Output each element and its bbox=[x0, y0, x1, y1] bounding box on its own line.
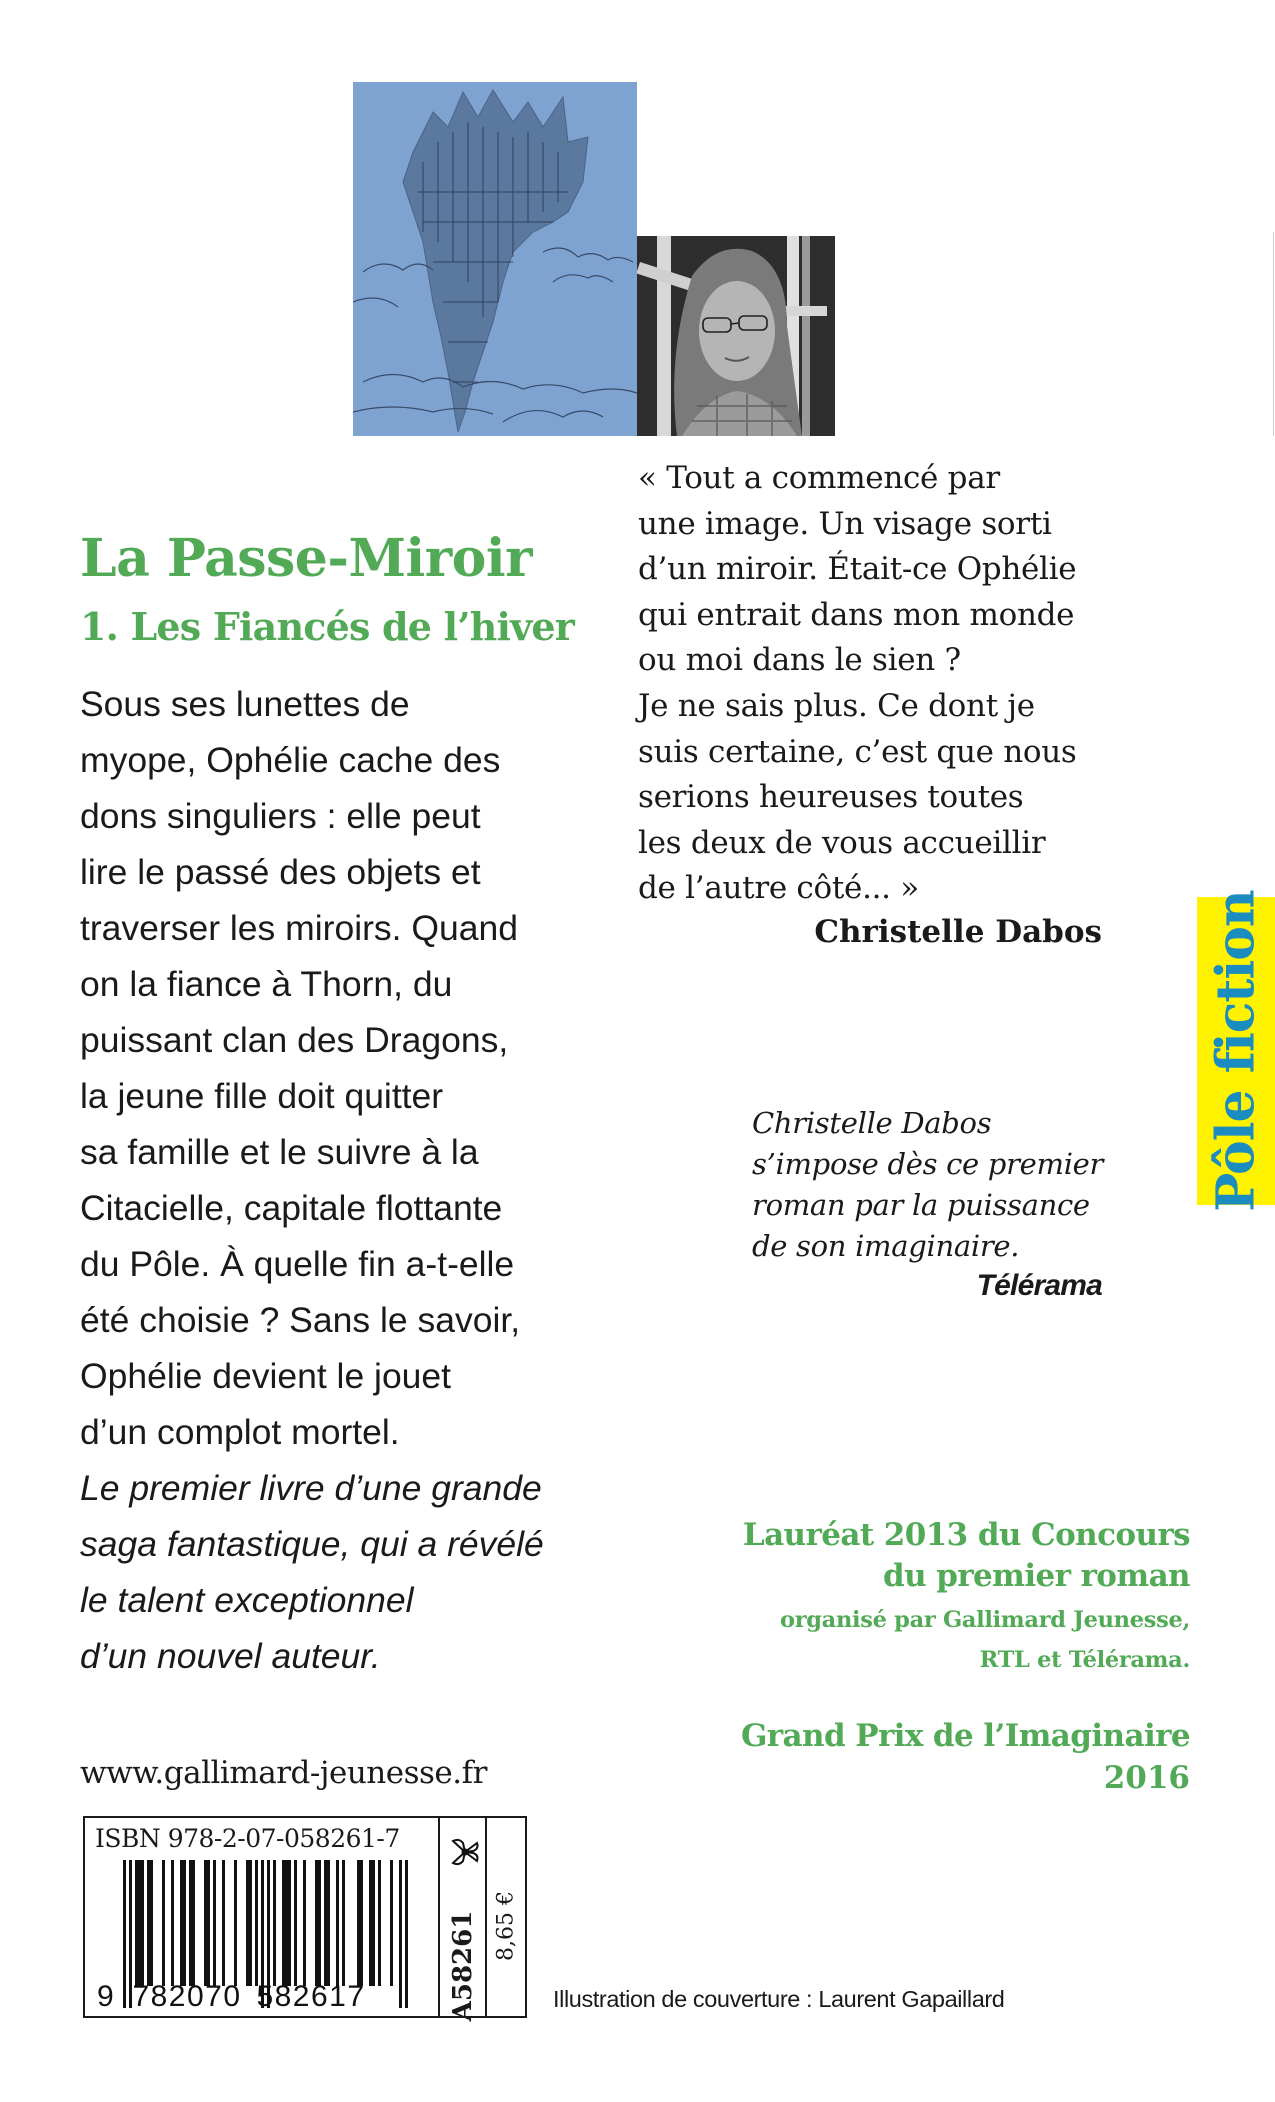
summary-line: on la fiance à Thorn, du bbox=[80, 964, 453, 1004]
barcode-divider bbox=[438, 1818, 440, 2016]
summary-line: myope, Ophélie cache des bbox=[80, 740, 501, 780]
quote-line: qui entrait dans mon monde bbox=[638, 596, 1075, 633]
quote-line: les deux de vous accueillir bbox=[638, 824, 1046, 861]
barcode-bar bbox=[123, 1860, 126, 2008]
barcode-bar bbox=[324, 1860, 330, 1986]
tagline-line: saga fantastique, qui a révélé bbox=[80, 1524, 544, 1564]
summary-line: sa famille et le suivre à la bbox=[80, 1132, 479, 1172]
summary-line: Sous ses lunettes de bbox=[80, 684, 410, 724]
isbn-label: ISBN 978-2-07-058261-7 bbox=[95, 1824, 400, 1853]
barcode-bar bbox=[357, 1860, 363, 1986]
barcode-bar bbox=[162, 1860, 165, 1986]
barcode-bar bbox=[189, 1860, 195, 1986]
floating-city-drawing bbox=[353, 82, 637, 436]
author-photo bbox=[637, 236, 835, 436]
barcode-bar bbox=[204, 1860, 210, 1986]
summary-line: dons singuliers : elle peut bbox=[80, 796, 481, 836]
barcode-block bbox=[83, 1816, 527, 2022]
barcode-bar bbox=[171, 1860, 174, 1986]
volume-title: 1. Les Fiancés de l’hiver bbox=[80, 604, 575, 649]
press-review bbox=[752, 1103, 1172, 1267]
author-portrait bbox=[637, 236, 835, 436]
review-line: Christelle Dabos bbox=[752, 1106, 992, 1140]
award-title: Grand Prix de l’Imaginaire bbox=[740, 1718, 1190, 1754]
quote-line: ou moi dans le sien ? bbox=[638, 642, 961, 679]
barcode-bar bbox=[273, 1860, 276, 1986]
review-line: de son imaginaire. bbox=[752, 1229, 1020, 1263]
price: 8,65 € bbox=[493, 1891, 519, 1961]
summary-line: puissant clan des Dragons, bbox=[80, 1020, 509, 1060]
tagline-line: Le premier livre d’une grande bbox=[80, 1468, 542, 1508]
barcode-bar bbox=[180, 1860, 186, 1986]
quote-line: Je ne sais plus. Ce dont je bbox=[638, 687, 1035, 724]
tagline-line: le talent exceptionnel bbox=[80, 1580, 414, 1620]
summary-line: lire le passé des objets et bbox=[80, 852, 481, 892]
cover-illustration bbox=[353, 82, 637, 436]
book-summary bbox=[80, 676, 640, 1684]
summary-line: été choisie ? Sans le savoir, bbox=[80, 1300, 521, 1340]
barcode-bar bbox=[222, 1860, 225, 1986]
barcode-bar bbox=[282, 1860, 291, 1986]
quote-line: serions heureuses toutes bbox=[638, 779, 1024, 816]
review-source: Télérama bbox=[976, 1269, 1102, 1302]
ean-left-digits: 782070 bbox=[132, 1980, 242, 2010]
quote-line: une image. Un visage sorti bbox=[638, 505, 1052, 542]
summary-line: du Pôle. À quelle fin a-t-elle bbox=[80, 1244, 515, 1284]
barcode-bar bbox=[342, 1860, 345, 1986]
barcode-bar bbox=[294, 1860, 297, 1986]
quote-line: de l’autre côté... » bbox=[638, 870, 919, 907]
quote-line: « Tout a commencé par bbox=[638, 460, 1000, 496]
barcode-bar bbox=[255, 1860, 258, 1986]
award-title: du premier roman bbox=[883, 1558, 1190, 1594]
barcode-bar bbox=[405, 1860, 408, 2008]
ean-right-digits: 582617 bbox=[256, 1980, 366, 2010]
review-line: roman par la puissance bbox=[752, 1188, 1090, 1222]
review-line: s’impose dès ce premier bbox=[752, 1147, 1104, 1181]
page-edge-line bbox=[1273, 232, 1274, 436]
author-quote bbox=[638, 456, 1178, 912]
barcode-bar bbox=[213, 1860, 216, 1986]
quote-line: suis certaine, c’est que nous bbox=[638, 733, 1077, 770]
barcode-bar bbox=[135, 1860, 144, 1986]
tagline-line: d’un nouvel auteur. bbox=[80, 1636, 381, 1676]
award-year: 2016 bbox=[1103, 1760, 1190, 1796]
barcode-bar bbox=[378, 1860, 381, 1986]
summary-line: la jeune fille doit quitter bbox=[80, 1076, 444, 1116]
product-reference bbox=[441, 1910, 485, 2022]
barcode-bar bbox=[369, 1860, 375, 1986]
summary-line: d’un complot mortel. bbox=[80, 1412, 400, 1452]
quote-line: d’un miroir. Était-ce Ophélie bbox=[638, 551, 1077, 588]
barcode-bar bbox=[336, 1860, 339, 1986]
illustration-credit: Illustration de couverture : Laurent Gapaillard bbox=[553, 1986, 1005, 2012]
quote-author: Christelle Dabos bbox=[814, 914, 1102, 950]
barcode-bar bbox=[147, 1860, 153, 1986]
summary-line: traverser les miroirs. Quand bbox=[80, 908, 518, 948]
award-organizer: organisé par Gallimard Jeunesse, bbox=[779, 1607, 1190, 1633]
barcode-bar bbox=[390, 1860, 393, 1986]
reference-code: A58261 bbox=[448, 1910, 478, 2022]
summary-line: Citacielle, capitale flottante bbox=[80, 1188, 503, 1228]
barcode-bar bbox=[246, 1860, 252, 1986]
ean-first-digit: 9 bbox=[97, 1980, 114, 2010]
barcode-bar bbox=[234, 1860, 237, 1986]
award-title: Lauréat 2013 du Concours bbox=[742, 1517, 1190, 1553]
gallimard-logo-icon bbox=[448, 1832, 482, 1872]
collection-band bbox=[1197, 890, 1275, 1212]
series-title: La Passe-Miroir bbox=[80, 528, 533, 589]
collection-name: Pôle fiction bbox=[1205, 890, 1267, 1212]
barcode-bar bbox=[399, 1860, 402, 2008]
ean-barcode bbox=[89, 1860, 434, 2010]
publisher-website[interactable]: www.gallimard-jeunesse.fr bbox=[80, 1755, 487, 1791]
price-cell bbox=[487, 1838, 525, 2014]
barcode-bar bbox=[315, 1860, 321, 1986]
barcode-bar bbox=[303, 1860, 306, 1986]
summary-line: Ophélie devient le jouet bbox=[80, 1356, 452, 1396]
award-organizer: RTL et Télérama. bbox=[979, 1647, 1190, 1673]
